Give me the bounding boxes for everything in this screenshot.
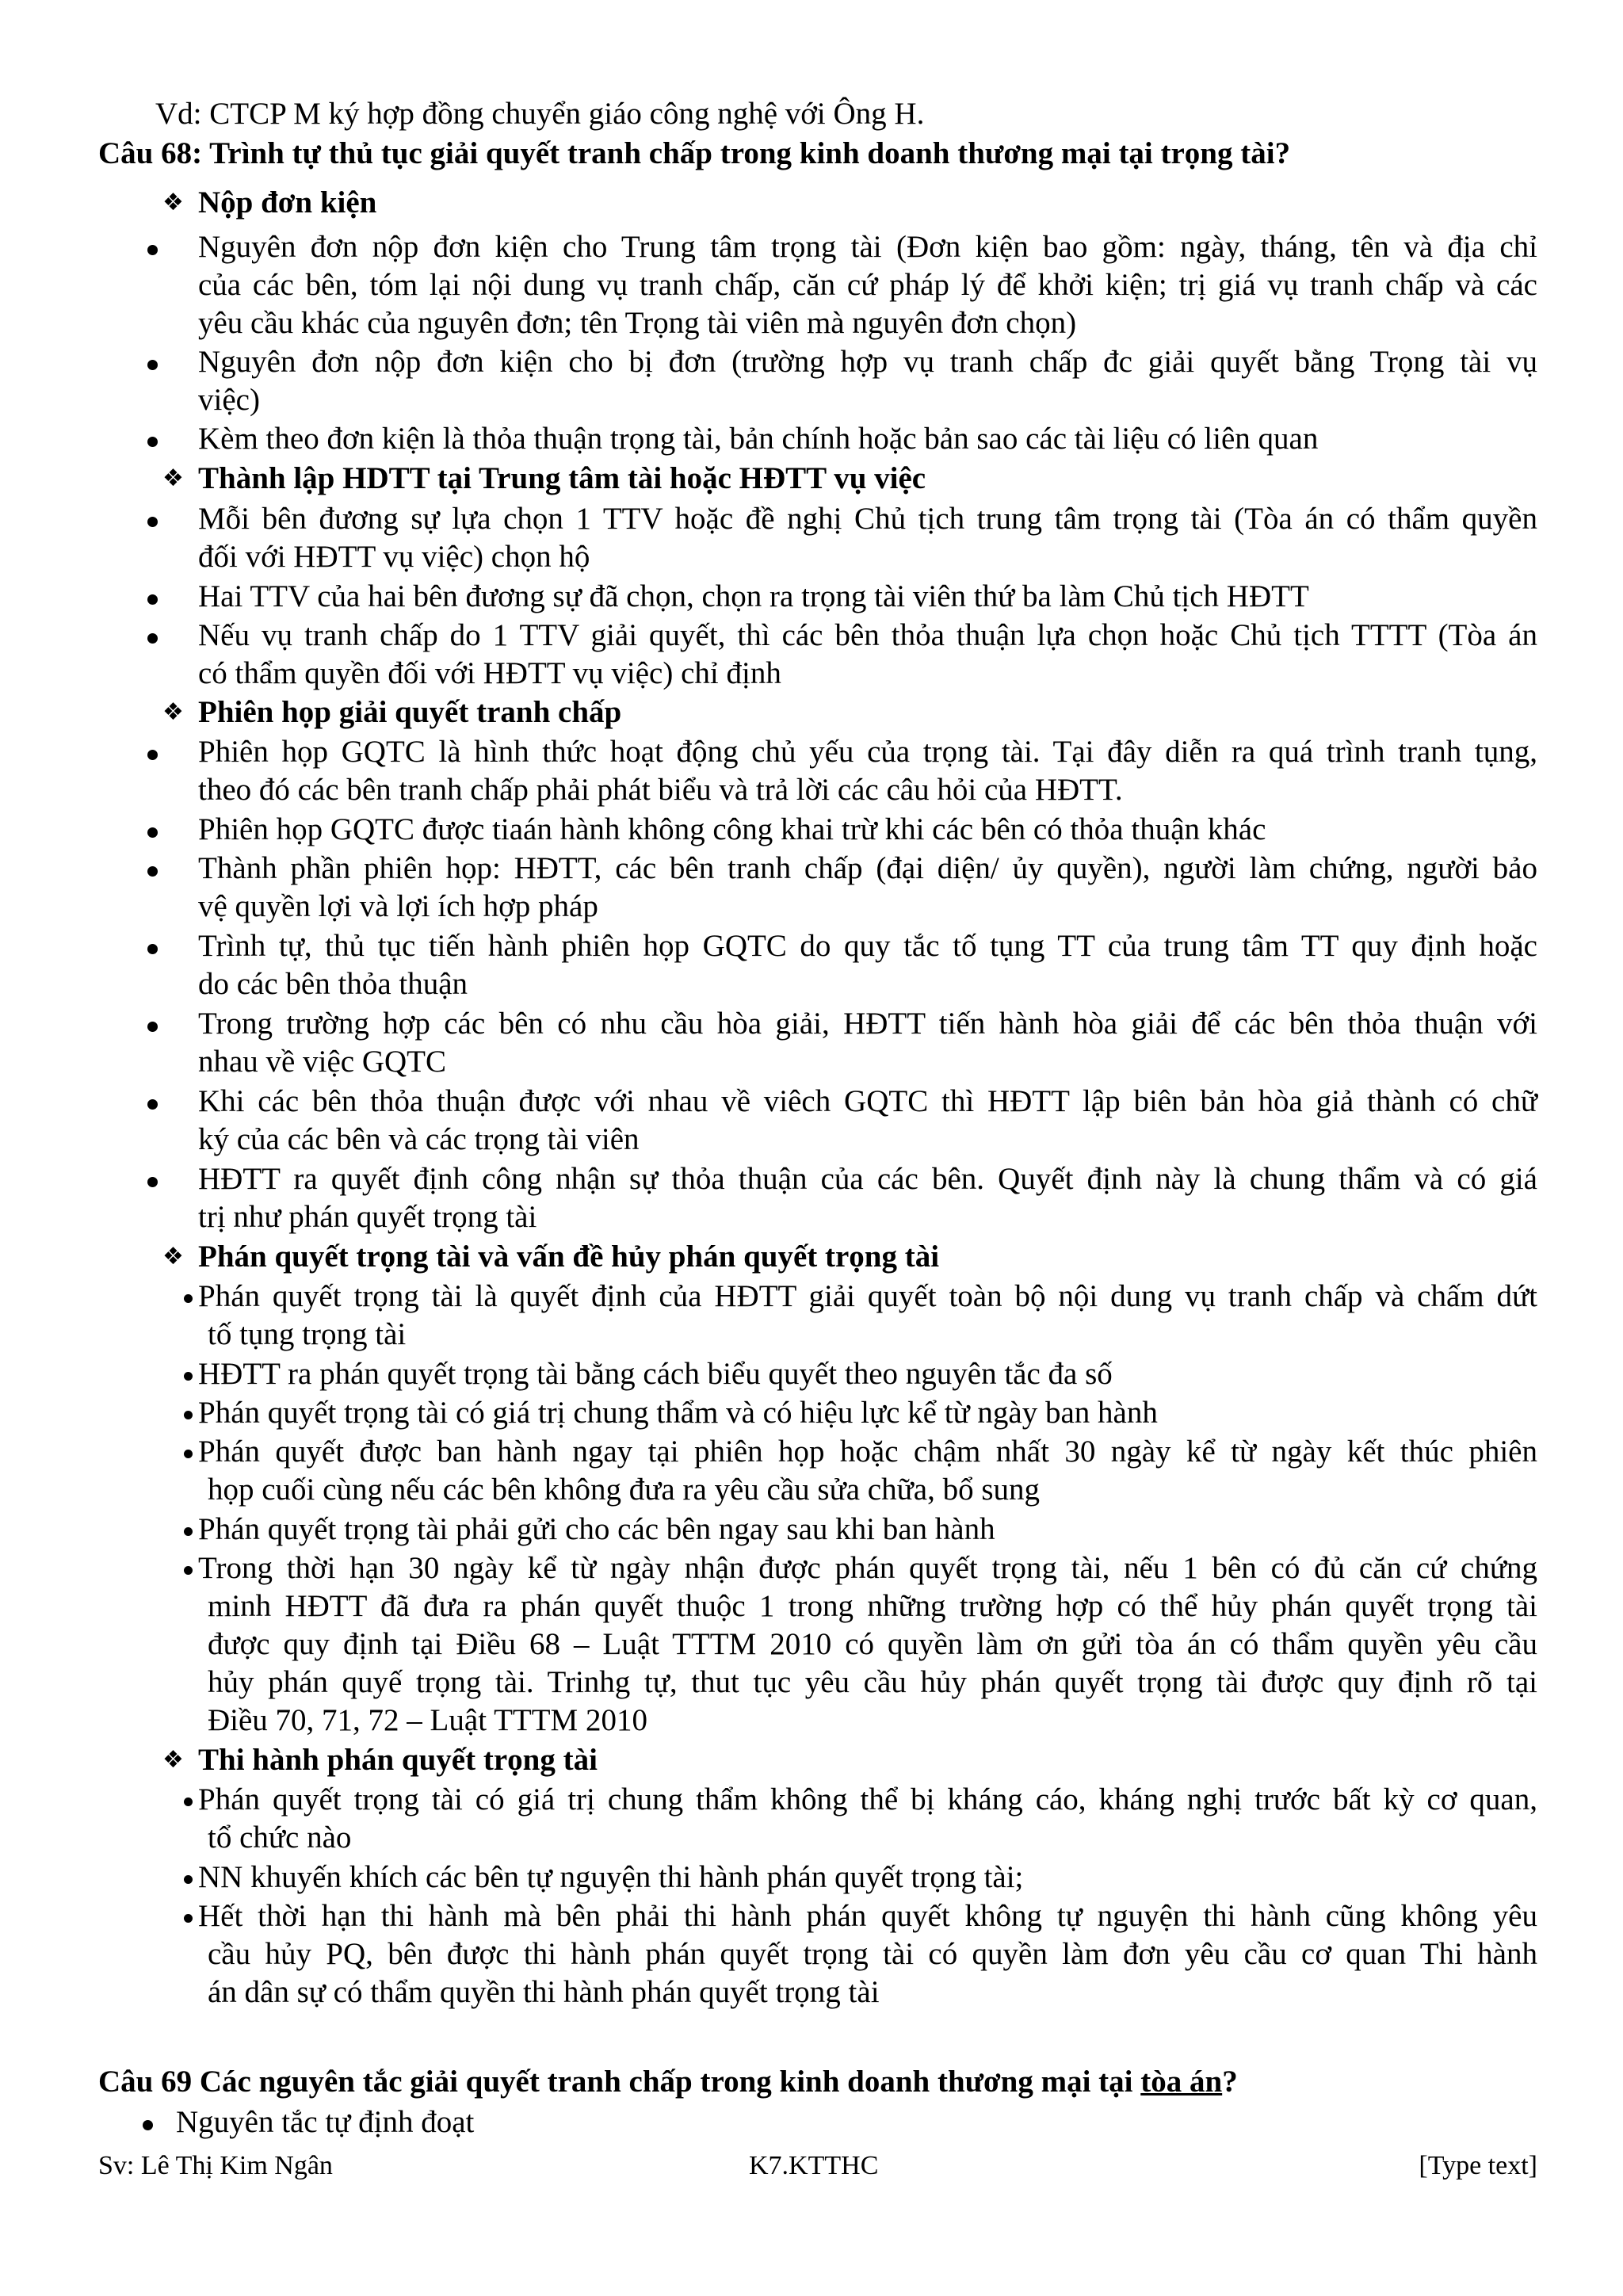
list-item-line: ký của các bên và các trọng tài viên [198,1122,640,1156]
list-item-line: tố tụng trọng tài [208,1317,407,1351]
question-69-title-end: ? [1222,2065,1238,2099]
list-item-line: Thành phần phiên họp: HĐTT, các bên tranh chấp (đại diện/ ủy quyền), người làm chứng, người bảo [198,851,1537,885]
list-item-line: Điều 70, 71, 72 – Luật TTTM 2010 [208,1703,647,1737]
list-item-line: Hai TTV của hai bên đương sự đã chọn, chọn ra trọng tài viên thứ ba làm Chủ tịch HĐTT [198,579,1309,613]
list-item-line: Nguyên tắc tự định đoạt [176,2105,475,2139]
bullet-icon [147,866,158,877]
bullet-icon [143,2120,153,2130]
section-heading-thanh-lap-hdtt: Thành lập HDTT tại Trung tâm tài hoặc HĐTT vụ việc [198,461,926,495]
bullet-icon [147,633,158,644]
bullet-icon [184,1797,193,1806]
bullet-icon [147,1177,158,1187]
bullet-icon [147,1022,158,1032]
section-heading-nop-don-kien: Nộp đơn kiện [198,185,377,220]
question-69-title-text: Câu 69 Các nguyên tắc giải quyết tranh chấp trong kinh doanh thương mại tại [98,2065,1141,2099]
list-item-line: án dân sự có thẩm quyền thi hành phán quyết trọng tài [208,1975,880,2009]
bullet-icon [184,1450,193,1458]
list-item-line: do các bên thỏa thuận [198,967,468,1001]
list-item-line: Phiên họp GQTC được tiaán hành không công khai trừ khi các bên có thỏa thuận khác [198,812,1266,846]
list-item-line: tổ chức nào [208,1820,352,1855]
bullet-icon [184,1566,193,1575]
list-item-line: theo đó các bên tranh chấp phải phát biểu và trả lời các câu hỏi của HĐTT. [198,773,1123,807]
bullet-icon [147,750,158,760]
list-item-line: Phán quyết trọng tài phải gửi cho các bên ngay sau khi ban hành [198,1512,995,1546]
list-item-line: hủy phán quyế trọng tài. Trinhg tự, thut tục yêu cầu hủy phán quyết trọng tài được quy định rõ tại [208,1665,1537,1699]
bullet-icon [147,245,158,255]
section-heading-phan-quyet: Phán quyết trọng tài và vấn đề hủy phán quyết trọng tài [198,1240,940,1274]
list-item-line: Hết thời hạn thi hành mà bên phải thi hành phán quyết không tự nguyện thi hành cũng không yêu [198,1899,1537,1933]
list-item-line: yêu cầu khác của nguyên đơn; tên Trọng tài viên mà nguyên đơn chọn) [198,306,1077,340]
bullet-icon [184,1372,193,1381]
bullet-icon [147,437,158,447]
bullet-icon [147,827,158,838]
list-item-line: được quy định tại Điều 68 – Luật TTTM 2010 có quyền làm ơn gửi tòa án có thẩm quyền yêu cầu [208,1627,1537,1661]
list-item-line: NN khuyến khích các bên tự nguyện thi hành phán quyết trọng tài; [198,1860,1024,1894]
list-item-line: Trình tự, thủ tục tiến hành phiên họp GQTC do quy tắc tố tụng TT của trung tâm TT quy định hoặc [198,929,1537,963]
question-68-title: Câu 68: Trình tự thủ tục giải quyết tranh chấp trong kinh doanh thương mại tại trọng tài? [98,136,1291,170]
list-item-line: họp cuối cùng nếu các bên không đưa ra yêu cầu sửa chữa, bổ sung [208,1473,1040,1507]
list-item-line: Nguyên đơn nộp đơn kiện cho Trung tâm trọng tài (Đơn kiện bao gồm: ngày, tháng, tên và địa chỉ [198,230,1537,264]
bullet-icon [147,1099,158,1110]
diamond-bullet-icon: ❖ [162,464,184,492]
bullet-icon [184,1294,193,1303]
list-item-line: Nguyên đơn nộp đơn kiện cho bị đơn (trường hợp vụ tranh chấp đc giải quyết bằng Trọng tài vụ [198,345,1537,379]
diamond-bullet-icon: ❖ [162,189,184,216]
list-item-line: nhau về việc GQTC [198,1045,446,1079]
bullet-icon [147,594,158,605]
list-item-line: Trong thời hạn 30 ngày kể từ ngày nhận được phán quyết trọng tài, nếu 1 bên có đủ căn cứ chứng [198,1551,1537,1585]
list-item-line: của các bên, tóm lại nội dung vụ tranh chấp, căn cứ pháp lý để khởi kiện; trị giá vụ tranh chấp và các [198,268,1537,302]
bullet-icon [147,517,158,527]
list-item-line: Phán quyết trọng tài là quyết định của HĐTT giải quyết toàn bộ nội dung vụ tranh chấp và chấm dứt [198,1279,1537,1313]
footer-center: K7.KTTHC [749,2151,879,2180]
diamond-bullet-icon: ❖ [162,698,184,726]
list-item-line: HĐTT ra quyết định công nhận sự thỏa thuận của các bên. Quyết định này là chung thẩm và có giá [198,1162,1537,1196]
list-item-line: Nếu vụ tranh chấp do 1 TTV giải quyết, thì các bên thỏa thuận lựa chọn hoặc Chủ tịch TTTT (Tòa án [198,618,1537,652]
diamond-bullet-icon: ❖ [162,1746,184,1774]
list-item-line: Kèm theo đơn kiện là thỏa thuận trọng tài, bản chính hoặc bản sao các tài liệu có liên quan [198,422,1319,456]
bullet-icon [147,944,158,954]
question-69-title-underlined: tòa án [1140,2065,1223,2099]
list-item-line: vệ quyền lợi và lợi ích hợp pháp [198,889,598,923]
list-item-line: Phán quyết trọng tài có giá trị chung thẩm không thể bị kháng cáo, kháng nghị trước bất kỳ cơ quan, [198,1782,1537,1817]
example-line: Vd: CTCP M ký hợp đồng chuyển giáo công nghệ với Ông H. [155,97,925,131]
section-heading-thi-hanh: Thi hành phán quyết trọng tài [198,1743,598,1777]
bullet-icon [184,1411,193,1419]
list-item-line: trị như phán quyết trọng tài [198,1200,537,1234]
bullet-icon [184,1875,193,1884]
footer-left: Sv: Lê Thị Kim Ngân [98,2151,333,2180]
list-item-line: cầu hủy PQ, bên được thi hành phán quyết trọng tài có quyền làm đơn yêu cầu cơ quan Thi hành [208,1937,1537,1971]
list-item-line: có thẩm quyền đối với HĐTT vụ việc) chỉ định [198,656,781,690]
list-item-line: việc) [198,383,260,417]
question-69-title [98,2063,1623,2101]
diamond-bullet-icon: ❖ [162,1243,184,1270]
section-heading-phien-hop: Phiên họp giải quyết tranh chấp [198,695,622,729]
bullet-icon [184,1527,193,1536]
list-item-line: Khi các bên thỏa thuận được với nhau về viêch GQTC thì HĐTT lập biên bản hòa giả thành có chữ [198,1084,1537,1118]
list-item-line: Phiên họp GQTC là hình thức hoạt động chủ yếu của trọng tài. Tại đây diễn ra quá trình tranh tụng, [198,735,1537,769]
bullet-icon [184,1914,193,1923]
list-item-line: minh HĐTT đã đưa ra phán quyết thuộc 1 trong những trường hợp có thể hủy phán quyết trọng tài [208,1589,1537,1623]
list-item-line: Mỗi bên đương sự lựa chọn 1 TTV hoặc đề nghị Chủ tịch trung tâm trọng tài (Tòa án có thẩm quyền [198,502,1537,536]
footer-right: [Type text] [1419,2151,1537,2180]
list-item-line: HĐTT ra phán quyết trọng tài bằng cách biểu quyết theo nguyên tắc đa số [198,1357,1113,1391]
list-item-line: Phán quyết được ban hành ngay tại phiên họp hoặc chậm nhất 30 ngày kể từ ngày kết thúc phiên [198,1435,1537,1469]
list-item-line: Trong trường hợp các bên có nhu cầu hòa giải, HĐTT tiến hành hòa giải để các bên thỏa thuận với [198,1007,1537,1041]
list-item-line: đối với HĐTT vụ việc) chọn hộ [198,540,590,574]
bullet-icon [147,360,158,370]
list-item-line: Phán quyết trọng tài có giá trị chung thẩm và có hiệu lực kể từ ngày ban hành [198,1396,1158,1430]
